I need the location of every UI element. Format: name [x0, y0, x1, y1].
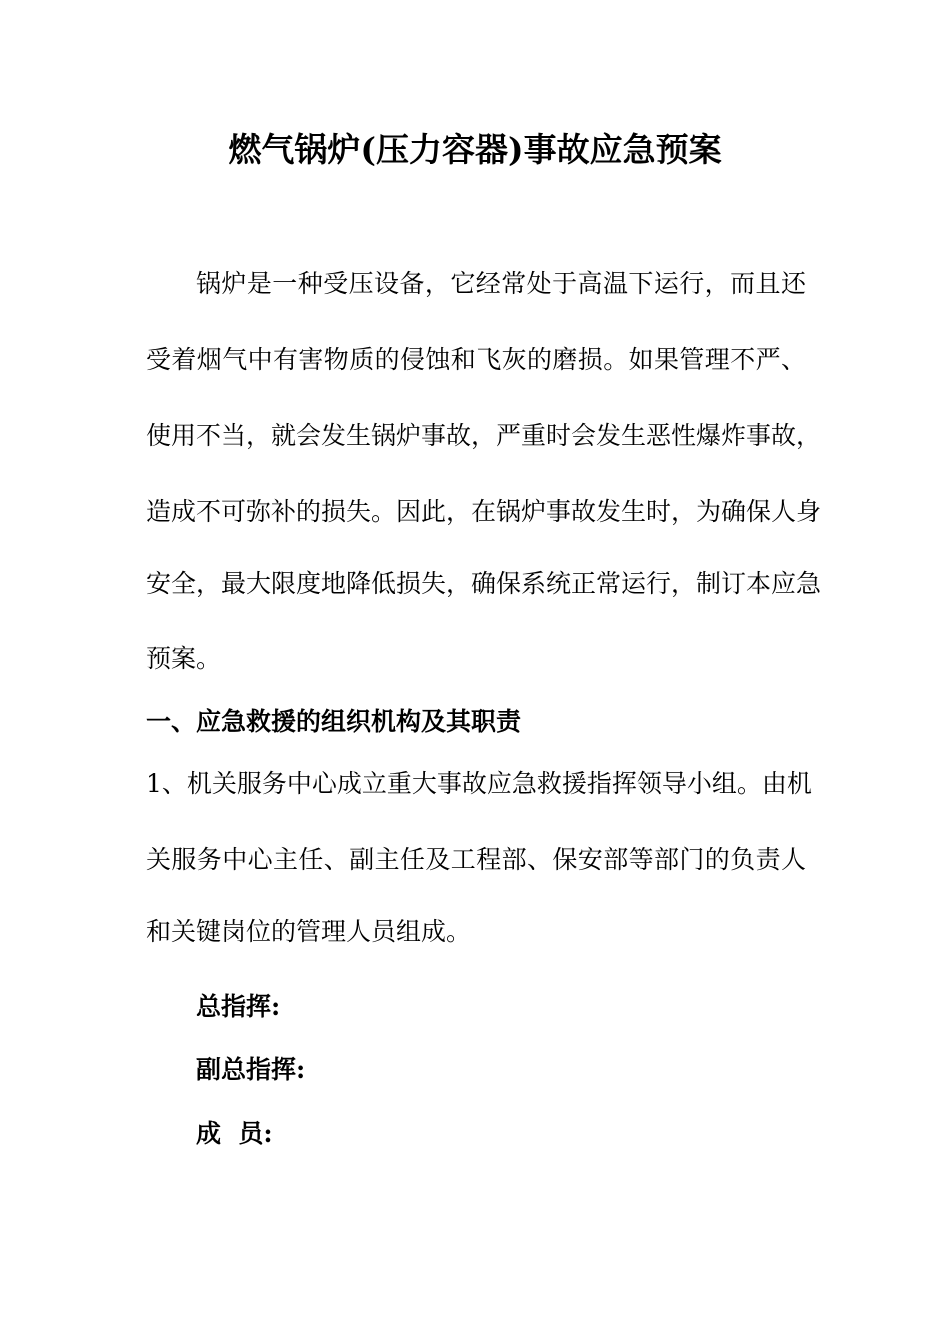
members-label: 成 员: [196, 1119, 273, 1148]
deputy-commander-label: 副总指挥: [196, 1055, 306, 1084]
commander-label: 总指挥: [196, 992, 281, 1021]
item-1-line-3: 和关键岗位的管理人员组成。 [146, 917, 472, 946]
intro-paragraph-line-6: 预案。 [146, 644, 222, 673]
section-heading-1: 一、应急救援的组织机构及其职责 [146, 707, 522, 736]
intro-paragraph-line-5: 安全，最大限度地降低损失，确保系统正常运行，制订本应急 [146, 569, 822, 598]
item-1-line-1: 1、机关服务中心成立重大事故应急救援指挥领导小组。由机 [146, 769, 812, 798]
intro-paragraph-line-3: 使用不当，就会发生锅炉事故，严重时会发生恶性爆炸事故， [146, 421, 822, 450]
document-title: 燃气锅炉(压力容器)事故应急预案 [228, 130, 722, 169]
item-1-line-2: 关服务中心主任、副主任及工程部、保安部等部门的负责人 [146, 845, 806, 874]
intro-paragraph-line-4: 造成不可弥补的损失。因此，在锅炉事故发生时，为确保人身 [146, 497, 822, 526]
intro-paragraph-line-1: 锅炉是一种受压设备，它经常处于高温下运行，而且还 [196, 269, 806, 298]
intro-paragraph-line-2: 受着烟气中有害物质的侵蚀和飞灰的磨损。如果管理不严、 [146, 345, 806, 374]
